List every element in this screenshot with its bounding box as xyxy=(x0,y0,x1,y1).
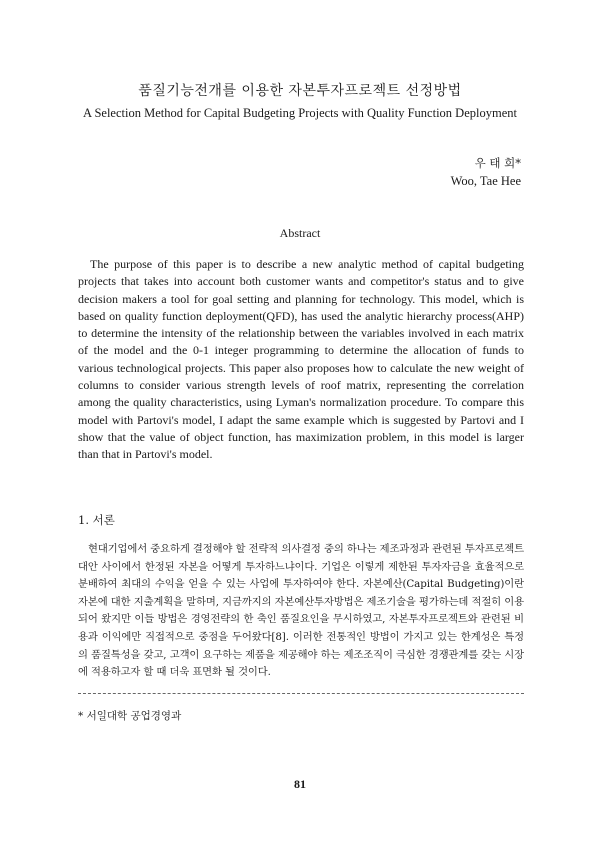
section-heading-introduction: 1. 서론 xyxy=(78,513,115,527)
title-korean: 품질기능전개를 이용한 자본투자프로젝트 선정방법 xyxy=(138,83,462,99)
footnote-affiliation: * 서일대학 공업경영과 xyxy=(78,710,182,722)
page-number: 81 xyxy=(294,777,306,791)
title-english: A Selection Method for Capital Budgeting Projects with Quality Function Deployment xyxy=(83,106,517,120)
abstract-body: The purpose of this paper is to describe a new analytic method of capital budgeting projects that takes into account both customer wants and competitor's status and to give decision makers a tool for goal setting and planning for technology. This model, which is based on quality function deployment(QFD), has used the analytic hierarchy process(AHP) to determine the intensity of the relationship between the variables involved in each matrix of the model and the 0-1 integer programming to determine the allocation of funds to various technological projects. This paper also proposes how to calculate the new weight of columns to consider various strength levels of roof matrix, representing the correlation among the quality characteristics, using Lyman's normalization procedure. To compare this model with Partovi's model, I adapt the same example which is suggested by Partovi and I show that the value of object function, has maximization problem, in this model is larger than that in Partovi's model. xyxy=(78,257,524,462)
abstract-heading: Abstract xyxy=(279,226,321,240)
author-korean: 우 태 희* xyxy=(474,156,521,170)
introduction-paragraph: 현대기업에서 중요하게 결정해야 할 전략적 의사결정 중의 하나는 제조과정과 관련된 투자프로젝트 대안 사이에서 한정된 자본을 어떻게 투자하느냐이다. 기업은 이렇게 제한된 투자자금을 효율적으로 분배하여 최대의 수익을 얻을 수 있는 사업에 투자하여야 한다. 자본예산(Capital Budgeting)이란 자본에 대한 지출계획을 말하며, 지금까지의 자본예산투자방법은 제조기술을 평가하는데 적절히 이용되어 왔지만 이들 방법은 경영전략의 한 축인 품질요인을 무시하였고, 자본투자프로젝트와 관련된 비용과 이익에만 직접적으로 중점을 두어왔다[8]. 이러한 전통적인 방법이 가지고 있는 한계성은 특정의 품질특성을 갖고, 고객이 요구하는 제품을 제공해야 하는 제조조직이 극심한 경쟁관계를 갖는 시장에 적용하고자 할 때 더욱 표면화 될 것이다. xyxy=(78,543,524,679)
footnote-divider xyxy=(78,693,524,694)
author-english: Woo, Tae Hee xyxy=(450,174,521,188)
